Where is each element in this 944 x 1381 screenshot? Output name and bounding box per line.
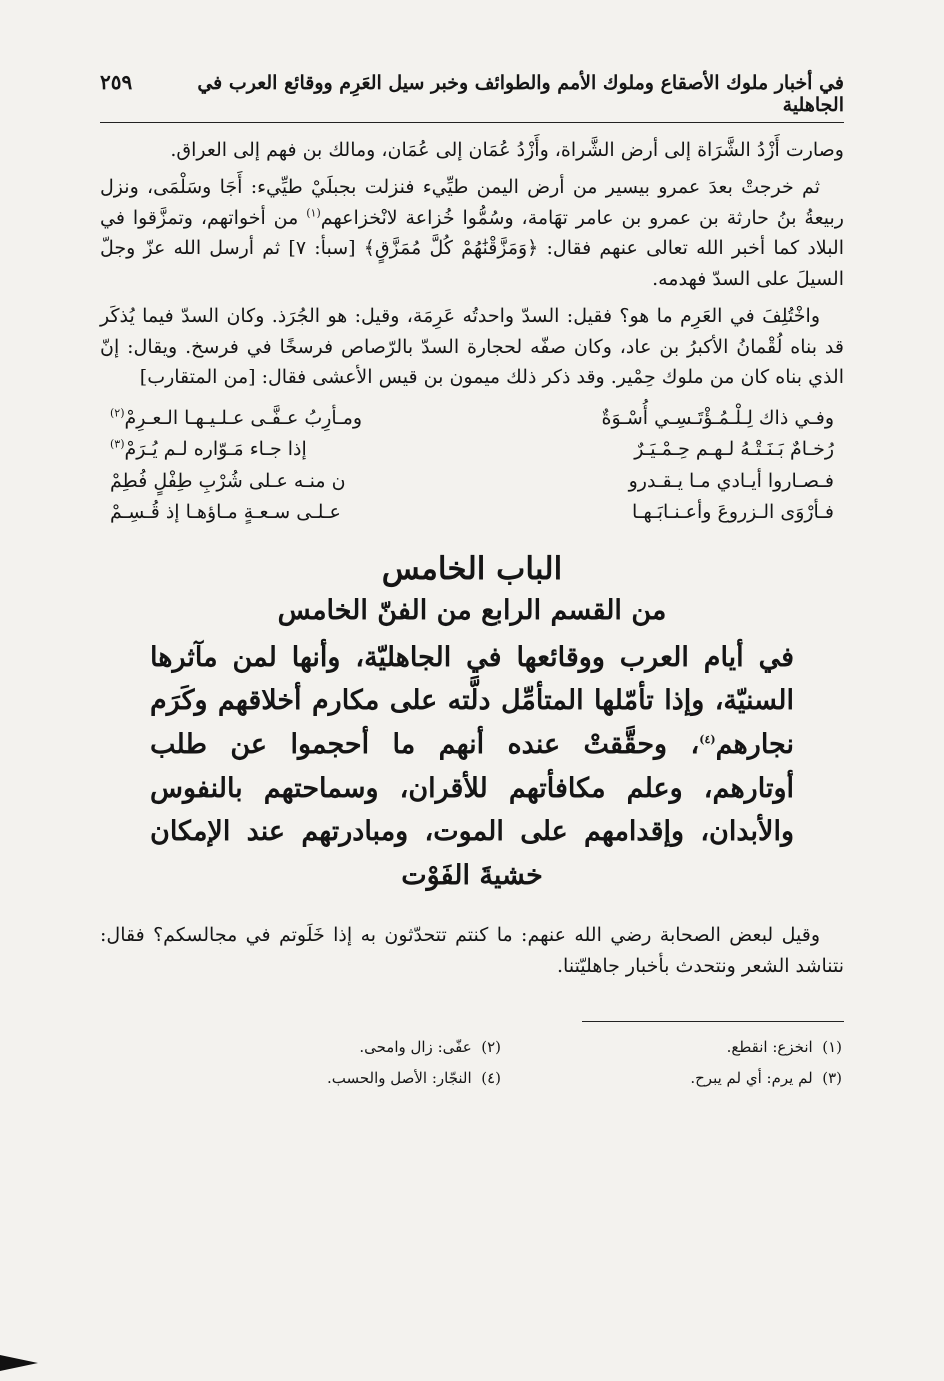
footnote-separator	[582, 1021, 844, 1022]
footnote-text: عفّى: زال وامحى.	[359, 1038, 472, 1057]
footnotes	[100, 1032, 844, 1094]
footnote-text: لم يرم: أي لم يبرح.	[690, 1069, 813, 1088]
footnote-number: (٣)	[822, 1069, 842, 1088]
verse-second-hemistich: ن منـه عـلى شُرْبِ طِفْلٍ فُطِمْ	[110, 469, 346, 492]
footnote	[501, 1032, 842, 1063]
footnote-ref: (١)	[306, 206, 321, 220]
chapter-title: الباب الخامس	[381, 550, 563, 587]
footnote	[160, 1063, 501, 1094]
verse-second-hemistich	[110, 434, 450, 465]
chapter-description-text: في أيام العرب ووقائعها في الجاهليّة، وأنها لمن مآثرها السنيّة، وإذا تأمّلها المتأمِّل دلَّته على مكارم أخلاقهم وكَرَم نجارهم	[150, 641, 794, 760]
verse-first-hemistich: رُخـامٌ بَـنَـتْـهُ لـهـم حِـمْـيَـرٌ	[634, 438, 834, 461]
verse-first-hemistich: فـأرْوَى الـزروعَ وأعـنـابَـهـا	[632, 501, 834, 524]
verse-second-hemistich: عـلـى سـعـةٍ مـاؤهـا إذ قُـسِـمْ	[110, 501, 341, 524]
footnote	[160, 1032, 501, 1063]
footnote-text: النجّار: الأصل والحسب.	[326, 1069, 472, 1088]
footnote-row	[100, 1032, 844, 1063]
footnote	[501, 1063, 842, 1094]
footnote-ref: (٢)	[110, 406, 125, 420]
paragraph-tayy-text: ثم خرجتْ بعدَ عمرو بيسير من أرض اليمن طيِّيء فنزلت بجبلَيْ طيِّيء: أَجَا وسَلْمَى، ونزل ربيعةُ بنُ حارثة بن عمرو بن عامر تهَامة، وسُمُّوا خُزاعة لانْخزاعهم	[100, 175, 844, 229]
chapter-subtitle: من القسم الرابع من الفنّ الخامس	[277, 594, 667, 626]
footnote-row	[100, 1063, 844, 1094]
corner-arrow-icon	[0, 1355, 38, 1371]
verse-first-hemistich: وفـي ذاك لِـلْـمُـؤْتَـسِـي أُسْـوَةٌ	[601, 407, 834, 430]
verse-second-text: ومـأرِبُ عـفَّـى عـلـيـهـا الـعـرِمْ	[124, 407, 363, 430]
header-title: في أخبار ملوك الأصقاع وملوك الأمم والطوائف وخبر سيل العَرِم ووقائع العرب في الجاهلية	[197, 72, 844, 116]
verse-second-text: إذا جـاء مَـوّاره لـم يُـرَمْ	[124, 438, 307, 461]
verse-second-hemistich	[110, 403, 450, 434]
poem	[100, 403, 844, 528]
running-header	[100, 70, 844, 123]
paragraph-tayy	[100, 172, 844, 295]
paragraph-closing: وقيل لبعض الصحابة رضي الله عنهم: ما كنتم تتحدّثون به إذا خَلَوتم في مجالسكم؟ فقال: نتناشد الشعر ونتحدث بأخبار جاهليّتنا.	[100, 923, 844, 977]
poem-verse	[100, 466, 844, 497]
paragraph-arim: واخْتُلِفَ في العَرِم ما هو؟ فقيل: السدّ واحدتُه عَرِمَة، وقيل: هو الجُرَذ. وكان السدّ فيما يُذكَر قد بناه لُقْمانُ الأكبرُ بن عاد، وكان صفّه لحجارة السدّ بالرّصاص فرسخًا في فرسخ. ويقال: إنّ الذي بناه كان من ملوك حِمْير. وقد ذكر ذلك ميمون بن قيس الأعشى فقال: [من المتقارب]	[100, 304, 844, 389]
chapter-description	[150, 636, 794, 898]
verse-first-hemistich: فـصـاروا أيـادي مـا يـقـدرو	[628, 469, 834, 492]
footnote-number: (٢)	[481, 1038, 501, 1057]
book-page	[100, 70, 844, 1094]
poem-verse	[100, 403, 844, 434]
poem-verse	[100, 497, 844, 528]
footnote-text: انخزع: انقطع.	[726, 1038, 813, 1057]
chapter-description-rest: ، وحقَّقتْ عنده أنهم ما أحجموا عن طلب أوتارهم، وعلم مكافأتهم للأقران، وسماحتهم بالنفوس والأبدان، وإقدامهم على الموت، ومبادرتهم عند الإمكان خشيةَ الفَوْت	[150, 728, 794, 892]
page-number: ٢٥٩	[100, 70, 133, 94]
paragraph-azd: وصارت أَزْدُ الشَّرَاة إلى أرض الشَّراة، وأَزْدُ عُمَان إلى عُمَان، ومالك بن فهم إلى العراق.	[170, 139, 844, 161]
footnote-ref: (٣)	[110, 438, 125, 452]
paragraph-tayy-cont: من أخواتهم، وتمزَّقوا في البلاد كما أخبر الله تعالى عنهم فقال: ﴿وَمَزَّقْنَٰهُمْ كُلَّ مُمَزَّقٍ﴾ [سبأ: ٧] ثم أرسل الله عزّ وجلّ السيلَ على السدّ فهدمه.	[100, 206, 844, 291]
poem-verse	[100, 434, 844, 465]
footnote-number: (٤)	[481, 1069, 501, 1088]
footnote-ref: (٤)	[699, 732, 716, 746]
footnote-number: (١)	[822, 1038, 842, 1057]
